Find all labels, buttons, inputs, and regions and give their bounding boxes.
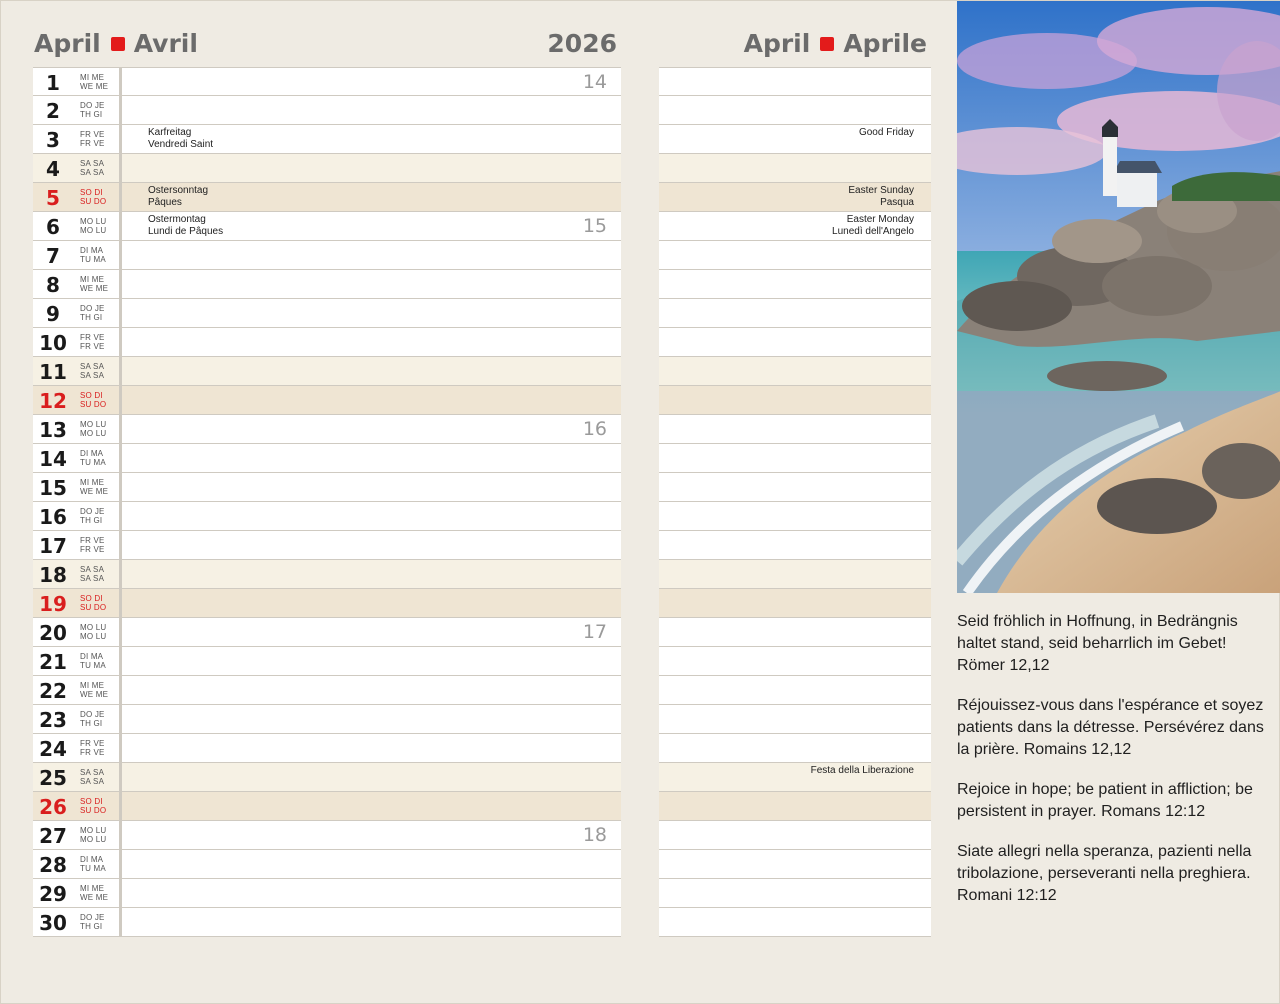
- column-divider: [119, 415, 122, 444]
- day-number: 2: [46, 99, 60, 123]
- weekday-abbr-en-it: TH GI: [80, 922, 103, 931]
- weekday-abbr-en-it: TH GI: [80, 110, 103, 119]
- column-divider: [119, 96, 122, 125]
- verse-en: Rejoice in hope; be patient in affliction; be persistent in prayer. Romans 12:12: [957, 781, 1253, 820]
- column-divider: [119, 560, 122, 589]
- weekday-abbr-en-it: WE ME: [80, 690, 109, 699]
- weekday-abbr: [80, 159, 122, 177]
- red-square-icon: [111, 37, 125, 51]
- column-divider: [119, 125, 122, 154]
- weekday-abbr-de-fr: DO JE: [80, 507, 105, 516]
- weekday-abbr: [80, 681, 122, 699]
- weekday-abbr: [80, 507, 122, 525]
- weekday-abbr-en-it: FR VE: [80, 139, 105, 148]
- column-divider: [119, 647, 122, 676]
- day-number: 20: [39, 621, 67, 645]
- day-row[interactable]: [33, 821, 621, 850]
- week-number: 18: [582, 824, 607, 846]
- day-row-right[interactable]: [659, 560, 931, 589]
- column-divider: [119, 473, 122, 502]
- column-divider: [119, 154, 122, 183]
- weekday-abbr-de-fr: FR VE: [80, 739, 105, 748]
- day-row-right[interactable]: [659, 67, 931, 96]
- day-row[interactable]: [33, 212, 621, 241]
- day-number: 16: [39, 505, 67, 529]
- holiday-note-de-fr: Karfreitag Vendredi Saint: [148, 127, 214, 150]
- day-row[interactable]: [33, 618, 621, 647]
- weekday-abbr-en-it: SU DO: [80, 603, 107, 612]
- day-number: 21: [39, 650, 67, 674]
- weekday-abbr-en-it: MO LU: [80, 632, 107, 641]
- column-divider: [119, 212, 122, 241]
- day-row-right[interactable]: [659, 328, 931, 357]
- column-divider: [119, 821, 122, 850]
- week-number: 15: [582, 215, 607, 237]
- weekday-abbr-en-it: MO LU: [80, 835, 107, 844]
- weekday-abbr-de-fr: MO LU: [80, 623, 107, 632]
- weekday-abbr: [80, 333, 122, 351]
- day-row-right[interactable]: [659, 241, 931, 270]
- holiday-note-de-fr: Ostermontag Lundi de Pâques: [148, 214, 224, 237]
- weekday-abbr-de-fr: MI ME: [80, 478, 105, 487]
- month-name-en: April: [743, 29, 811, 58]
- weekday-abbr-de-fr: SO DI: [80, 188, 103, 197]
- column-divider: [119, 68, 122, 96]
- weekday-abbr: [80, 420, 122, 438]
- weekday-abbr-de-fr: FR VE: [80, 333, 105, 342]
- weekday-abbr: [80, 623, 122, 641]
- weekday-abbr: [80, 768, 122, 786]
- day-row[interactable]: [33, 908, 621, 937]
- weekday-abbr-en-it: WE ME: [80, 893, 109, 902]
- column-divider: [119, 299, 122, 328]
- weekday-abbr-de-fr: DI MA: [80, 855, 104, 864]
- weekday-abbr: [80, 304, 122, 322]
- verse-fr: Réjouissez-vous dans l'espérance et soyez patients dans la détresse. Persévérez dans la prière. Romains 12,12: [957, 697, 1264, 758]
- day-row[interactable]: [33, 154, 621, 183]
- weekday-abbr-de-fr: DO JE: [80, 913, 105, 922]
- weekday-abbr-de-fr: DI MA: [80, 246, 104, 255]
- day-number: 3: [46, 128, 60, 152]
- day-number: 14: [39, 447, 67, 471]
- day-row-right[interactable]: [659, 850, 931, 879]
- day-number: 10: [39, 331, 67, 355]
- weekday-abbr-de-fr: DI MA: [80, 652, 104, 661]
- day-row-right[interactable]: [659, 270, 931, 299]
- day-row[interactable]: [33, 241, 621, 270]
- day-row[interactable]: [33, 792, 621, 821]
- column-divider: [119, 618, 122, 647]
- day-row[interactable]: [33, 879, 621, 908]
- column-divider: [119, 444, 122, 473]
- weekday-abbr-en-it: WE ME: [80, 284, 109, 293]
- weekday-abbr-en-it: MO LU: [80, 429, 107, 438]
- day-row[interactable]: [33, 386, 621, 415]
- weekday-abbr-en-it: TH GI: [80, 719, 103, 728]
- day-number: 17: [39, 534, 67, 558]
- red-square-icon: [820, 37, 834, 51]
- day-row-right[interactable]: [659, 183, 931, 212]
- weekday-abbr-de-fr: DO JE: [80, 304, 105, 313]
- weekday-abbr-en-it: SA SA: [80, 777, 105, 786]
- weekday-abbr-en-it: FR VE: [80, 545, 105, 554]
- weekday-abbr: [80, 217, 122, 235]
- weekday-abbr: [80, 913, 122, 931]
- day-row-right[interactable]: [659, 96, 931, 125]
- day-row[interactable]: [33, 763, 621, 792]
- weekday-abbr-en-it: TU MA: [80, 864, 106, 873]
- day-number: 13: [39, 418, 67, 442]
- month-header-left: [34, 29, 198, 58]
- weekday-abbr-de-fr: FR VE: [80, 536, 105, 545]
- day-row-right[interactable]: [659, 792, 931, 821]
- weekday-abbr-en-it: SU DO: [80, 806, 107, 815]
- weekday-abbr: [80, 739, 122, 757]
- weekday-abbr-de-fr: DO JE: [80, 710, 105, 719]
- day-row[interactable]: [33, 734, 621, 763]
- column-divider: [119, 357, 122, 386]
- day-row-right[interactable]: [659, 444, 931, 473]
- day-row[interactable]: [33, 183, 621, 212]
- weekday-abbr: [80, 130, 122, 148]
- day-row-right[interactable]: [659, 763, 931, 792]
- weekday-abbr-en-it: TU MA: [80, 661, 106, 670]
- column-divider: [119, 241, 122, 270]
- day-number: 29: [39, 882, 67, 906]
- week-number: 16: [582, 418, 607, 440]
- day-number: 11: [39, 360, 67, 384]
- day-row-right[interactable]: [659, 386, 931, 415]
- column-divider: [119, 908, 122, 937]
- day-row-right[interactable]: [659, 415, 931, 444]
- day-row-right[interactable]: [659, 212, 931, 241]
- holiday-note-en-it: Good Friday: [858, 127, 914, 138]
- day-number: 7: [46, 244, 60, 268]
- weekday-abbr-de-fr: MO LU: [80, 420, 107, 429]
- day-number: 15: [39, 476, 67, 500]
- day-row[interactable]: [33, 850, 621, 879]
- day-row-right[interactable]: [659, 676, 931, 705]
- column-divider: [119, 676, 122, 705]
- weekday-abbr: [80, 855, 122, 873]
- day-number: 12: [39, 389, 67, 413]
- month-name-fr: Avril: [133, 29, 198, 58]
- day-number: 9: [46, 302, 60, 326]
- day-row-right[interactable]: [659, 734, 931, 763]
- week-number: 14: [582, 71, 607, 93]
- day-row[interactable]: [33, 357, 621, 386]
- column-divider: [119, 531, 122, 560]
- weekday-abbr: [80, 449, 122, 467]
- weekday-abbr-en-it: WE ME: [80, 82, 109, 91]
- day-number: 1: [46, 71, 60, 95]
- day-grid-right: [659, 67, 931, 937]
- weekday-abbr-de-fr: MI ME: [80, 275, 105, 284]
- day-number: 25: [39, 766, 67, 790]
- day-row[interactable]: [33, 299, 621, 328]
- weekday-abbr: [80, 391, 122, 409]
- weekday-abbr-en-it: TH GI: [80, 313, 103, 322]
- day-row[interactable]: [33, 560, 621, 589]
- column-divider: [119, 850, 122, 879]
- day-row-right[interactable]: [659, 908, 931, 937]
- bible-verses: [957, 611, 1267, 925]
- day-row-right[interactable]: [659, 647, 931, 676]
- day-grid-left: [33, 67, 621, 937]
- lighthouse-beach-image: [957, 1, 1280, 593]
- day-row[interactable]: [33, 125, 621, 154]
- weekday-abbr-en-it: FR VE: [80, 748, 105, 757]
- day-row-right[interactable]: [659, 531, 931, 560]
- weekday-abbr-en-it: TU MA: [80, 255, 106, 264]
- day-row-right[interactable]: [659, 705, 931, 734]
- holiday-note-en-it: Easter Monday Lunedì dell'Angelo: [832, 214, 914, 237]
- weekday-abbr: [80, 797, 122, 815]
- weekday-abbr-en-it: WE ME: [80, 487, 109, 496]
- day-row[interactable]: [33, 96, 621, 125]
- verse-it: Siate allegri nella speranza, pazienti nella tribolazione, perseveranti nella preghiera. Romani 12:12: [957, 843, 1252, 904]
- day-row-right[interactable]: [659, 125, 931, 154]
- day-row-right[interactable]: [659, 821, 931, 850]
- weekday-abbr: [80, 246, 122, 264]
- day-row-right[interactable]: [659, 502, 931, 531]
- holiday-note-en-it: Easter Sunday Pasqua: [848, 185, 914, 208]
- day-row[interactable]: [33, 647, 621, 676]
- day-number: 22: [39, 679, 67, 703]
- weekday-abbr: [80, 536, 122, 554]
- column-divider: [119, 879, 122, 908]
- day-number: 27: [39, 824, 67, 848]
- day-row[interactable]: [33, 328, 621, 357]
- weekday-abbr-de-fr: MO LU: [80, 217, 107, 226]
- column-divider: [119, 502, 122, 531]
- day-number: 4: [46, 157, 60, 181]
- column-divider: [119, 705, 122, 734]
- day-row[interactable]: [33, 589, 621, 618]
- weekday-abbr-de-fr: SA SA: [80, 768, 105, 777]
- weekday-abbr-en-it: MO LU: [80, 226, 107, 235]
- day-row[interactable]: [33, 676, 621, 705]
- weekday-abbr-de-fr: SA SA: [80, 565, 105, 574]
- weekday-abbr: [80, 275, 122, 293]
- day-row[interactable]: [33, 473, 621, 502]
- day-row[interactable]: [33, 444, 621, 473]
- day-row[interactable]: [33, 270, 621, 299]
- lighthouse-photo: [957, 1, 1280, 593]
- weekday-abbr-de-fr: MI ME: [80, 681, 105, 690]
- weekday-abbr-de-fr: SO DI: [80, 594, 103, 603]
- weekday-abbr-en-it: SU DO: [80, 197, 107, 206]
- weekday-abbr-en-it: TH GI: [80, 516, 103, 525]
- weekday-abbr-en-it: SA SA: [80, 574, 105, 583]
- weekday-abbr: [80, 652, 122, 670]
- weekday-abbr-de-fr: MI ME: [80, 73, 105, 82]
- day-number: 26: [39, 795, 67, 819]
- weekday-abbr-en-it: SA SA: [80, 168, 105, 177]
- weekday-abbr: [80, 826, 122, 844]
- day-number: 8: [46, 273, 60, 297]
- year-label: 2026: [547, 29, 617, 58]
- day-row-right[interactable]: [659, 879, 931, 908]
- weekday-abbr-de-fr: SO DI: [80, 391, 103, 400]
- day-row-right[interactable]: [659, 473, 931, 502]
- weekday-abbr: [80, 101, 122, 119]
- weekday-abbr: [80, 710, 122, 728]
- column-divider: [119, 734, 122, 763]
- day-number: 30: [39, 911, 67, 935]
- month-name-de: April: [34, 29, 101, 58]
- day-number: 5: [46, 186, 60, 210]
- month-header-right: [744, 29, 927, 58]
- weekday-abbr-en-it: FR VE: [80, 342, 105, 351]
- month-name-it: Aprile: [843, 29, 927, 58]
- column-divider: [119, 589, 122, 618]
- day-number: 6: [46, 215, 60, 239]
- day-number: 24: [39, 737, 67, 761]
- weekday-abbr-de-fr: SO DI: [80, 797, 103, 806]
- weekday-abbr: [80, 73, 122, 91]
- day-row-right[interactable]: [659, 357, 931, 386]
- day-row-right[interactable]: [659, 589, 931, 618]
- weekday-abbr: [80, 884, 122, 902]
- column-divider: [119, 792, 122, 821]
- column-divider: [119, 386, 122, 415]
- day-row-right[interactable]: [659, 299, 931, 328]
- day-number: 28: [39, 853, 67, 877]
- weekday-abbr: [80, 594, 122, 612]
- day-number: 23: [39, 708, 67, 732]
- weekday-abbr-de-fr: DO JE: [80, 101, 105, 110]
- weekday-abbr-de-fr: DI MA: [80, 449, 104, 458]
- day-row[interactable]: [33, 502, 621, 531]
- holiday-note-de-fr: Ostersonntag Pâques: [148, 185, 209, 208]
- weekday-abbr-de-fr: SA SA: [80, 159, 105, 168]
- weekday-abbr: [80, 188, 122, 206]
- weekday-abbr-de-fr: MI ME: [80, 884, 105, 893]
- column-divider: [119, 270, 122, 299]
- column-divider: [119, 183, 122, 212]
- day-number: 18: [39, 563, 67, 587]
- weekday-abbr-en-it: SA SA: [80, 371, 105, 380]
- holiday-note-en-it: Festa della Liberazione: [810, 765, 914, 776]
- column-divider: [119, 328, 122, 357]
- week-number: 17: [582, 621, 607, 643]
- day-row-right[interactable]: [659, 154, 931, 183]
- weekday-abbr-de-fr: FR VE: [80, 130, 105, 139]
- day-number: 19: [39, 592, 67, 616]
- day-row[interactable]: [33, 415, 621, 444]
- weekday-abbr: [80, 362, 122, 380]
- day-row[interactable]: [33, 531, 621, 560]
- verse-de: Seid fröhlich in Hoffnung, in Bedrängnis haltet stand, seid beharrlich im Gebet! Römer 12,12: [957, 613, 1238, 674]
- day-row[interactable]: [33, 67, 621, 96]
- weekday-abbr-de-fr: MO LU: [80, 826, 107, 835]
- day-row[interactable]: [33, 705, 621, 734]
- weekday-abbr-de-fr: SA SA: [80, 362, 105, 371]
- weekday-abbr: [80, 478, 122, 496]
- weekday-abbr-en-it: SU DO: [80, 400, 107, 409]
- weekday-abbr: [80, 565, 122, 583]
- day-row-right[interactable]: [659, 618, 931, 647]
- weekday-abbr-en-it: TU MA: [80, 458, 106, 467]
- column-divider: [119, 763, 122, 792]
